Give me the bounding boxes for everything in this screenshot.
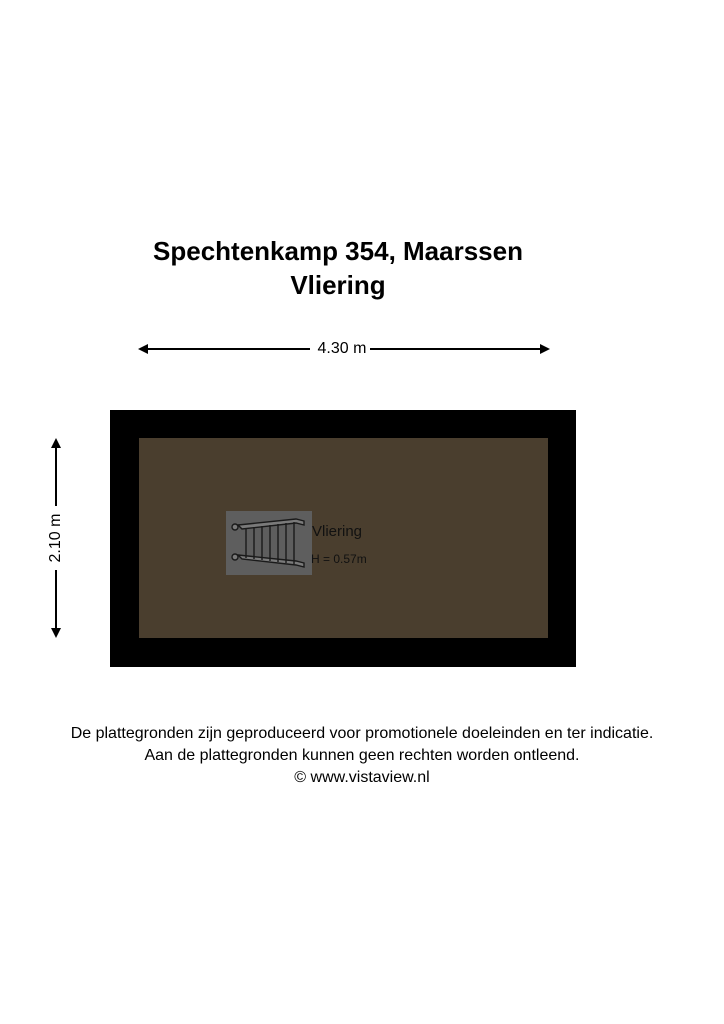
depth-dimension-label: 2.10 m (47, 513, 64, 563)
width-dimension-label: 4.30 m (317, 340, 367, 357)
dimension-line-left (144, 348, 310, 350)
floorplan-address-title: Spechtenkamp 354, Maarssen (153, 236, 523, 266)
room-height-label: H = 0.57m (311, 552, 367, 566)
dimension-line-right (370, 348, 544, 350)
width-dimension (138, 338, 550, 360)
dimension-line-top (55, 446, 57, 506)
depth-dimension (44, 438, 68, 638)
ladder-icon (226, 511, 312, 575)
room-name-label: Vliering (312, 523, 363, 540)
dimension-line-bottom (55, 570, 57, 630)
copyright-line: © www.vistaview.nl (294, 769, 430, 786)
arrow-down-icon (51, 628, 61, 638)
floorplan-floor-title: Vliering (290, 270, 386, 300)
stair-opening (226, 511, 312, 575)
disclaimer-line-2: Aan de plattegronden kunnen geen rechten worden ontleend. (144, 747, 580, 764)
arrow-right-icon (540, 344, 550, 354)
disclaimer-line-1: De plattegronden zijn geproduceerd voor promotionele doeleinden en ter indicatie. (70, 725, 654, 742)
